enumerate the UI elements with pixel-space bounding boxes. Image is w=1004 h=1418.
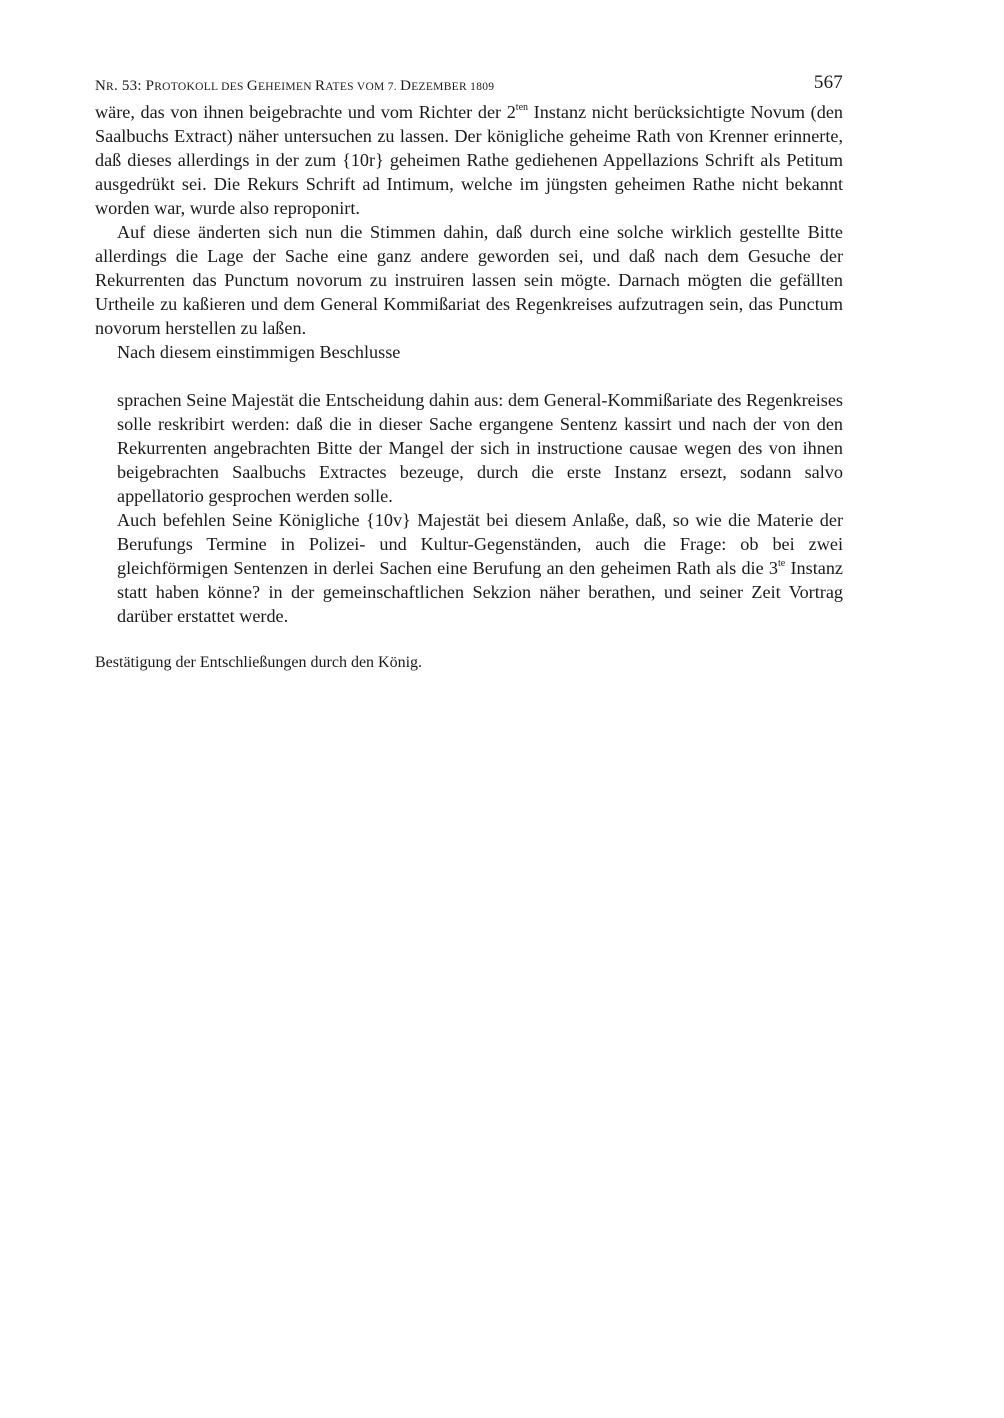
running-head-part: D <box>400 78 412 94</box>
running-head-part: EHEIMEN <box>257 81 315 93</box>
running-head-part: N <box>95 78 107 94</box>
running-head-part: G <box>246 78 258 94</box>
spacer <box>95 364 843 388</box>
running-head-part: R <box>106 81 115 93</box>
superscript: ten <box>515 102 529 113</box>
paragraph <box>95 100 843 220</box>
body-text <box>95 100 843 628</box>
paragraph: Nach diesem einstimmigen Beschlusse <box>117 342 401 362</box>
running-head <box>95 78 494 95</box>
paragraph: sprachen Seine Majestät die Entscheidung dahin aus: dem General-Kommißariate des Regenkreises solle reskribirt werden: daß die in dieser Sache ergangene Sentenz kassirt und nach der von den Rekurrenten angebrachten Bitte der Mangel der sich in instructione causae wegen des von ihnen beigebrachten Saalbuchs Extractes bezeuge, durch die erste Instanz ersezt, sodann salvo appellatorio gesprochen werden solle. <box>117 390 843 506</box>
running-head-part: ATES VOM 7. <box>325 81 401 93</box>
running-head-part: EZEMBER 1809 <box>411 81 495 93</box>
paragraph-text: wäre, das von ihnen beigebrachte und vom Richter der 2 <box>95 102 516 122</box>
paragraph: Auf diese änderten sich nun die Stimmen dahin, daß durch eine solche wirklich gestellte Bitte allerdings die Lage der Sache eine ganz andere geworden sei, und daß nach dem Gesuche der Rekurrenten das Punctum novorum zu instruiren lassen sein mögte. Darnach mögten die gefällten Urtheile zu kaßieren und dem General Kommißariat des Regenkreises aufzutragen sein, das Punctum novorum herstellen zu laßen. <box>95 222 843 338</box>
decision-block <box>117 388 843 628</box>
running-head-part: R <box>314 78 326 94</box>
page-number: 567 <box>813 72 843 93</box>
caption: Bestätigung der Entschließungen durch den König. <box>95 654 423 671</box>
superscript: te <box>778 558 786 569</box>
page-header <box>95 70 843 100</box>
document-page <box>95 70 843 674</box>
paragraph-text: Instanz statt haben könne? in der gemeinschaftlichen Sekzion näher berathen, und seiner Zeit Vortrag darüber erstattet werde. <box>117 558 843 626</box>
paragraph <box>117 508 843 628</box>
paragraph-text: Instanz nicht berücksichtigte Novum (den Saalbuchs Extract) näher untersuchen zu lassen. Der königliche geheime Rath von Krenner erinnerte, daß dieses allerdings in der zum {10r} geheimen Rathe gediehenen Appellazions Schrift als Petitum ausgedrükt sei. Die Rekurs Schrift ad Intimum, welche im jüngsten geheimen Rathe nicht bekannt worden war, wurde also reproponirt. <box>95 102 844 218</box>
paragraph-text: Auch befehlen Seine Königliche {10v} Majestät bei diesem Anlaße, daß, so wie die Materie der Berufungs Termine in Polizei- und Kultur-Gegenständen, auch die Frage: ob bei zwei gleichförmigen Sentenzen in derlei Sachen eine Berufung an den geheimen Rath als die 3 <box>117 510 843 578</box>
running-head-part: . 53: P <box>114 78 155 94</box>
running-head-part: ROTOKOLL DES <box>154 81 247 93</box>
